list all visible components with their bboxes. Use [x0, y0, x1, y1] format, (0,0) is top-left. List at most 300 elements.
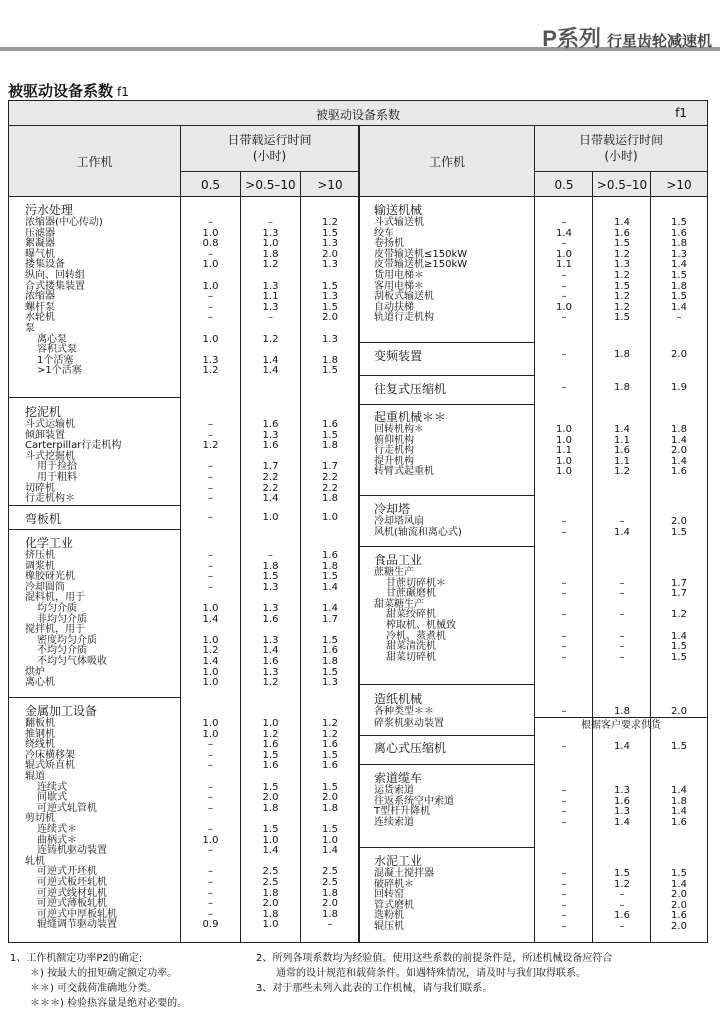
left-row-value: – — [208, 581, 213, 593]
right-row-value: 1.0 — [556, 466, 572, 478]
right-section-heading: 造纸机械 — [374, 692, 423, 706]
left-row-value: – — [208, 739, 213, 751]
rule — [9, 697, 180, 698]
left-col-h3: >10 — [317, 178, 343, 192]
right-row-label: 转臂式起重机 — [374, 466, 434, 478]
left-row-value: 0.9 — [202, 919, 219, 931]
right-row-value: 1.2 — [614, 248, 630, 260]
left-row-value: 1.6 — [322, 760, 338, 772]
right-row-value: 1.4 — [614, 424, 630, 435]
left-row-value: 1.5 — [322, 749, 338, 761]
right-row-value: 1.6 — [614, 795, 630, 807]
left-row-label: 剪切机 — [25, 813, 55, 825]
left-row-value: 1.5 — [322, 365, 338, 377]
right-section-heading: 冷却塔 — [374, 502, 411, 516]
page-title-symbol: f1 — [117, 85, 129, 99]
right-row-value: – — [619, 641, 625, 653]
notes-right — [256, 951, 612, 996]
left-row-label: 冷床横移架 — [25, 749, 75, 761]
left-row-value: 1.4 — [322, 581, 338, 593]
right-row-value: – — [561, 741, 567, 752]
left-row-label: 翻板机 — [25, 718, 55, 729]
right-row-value: – — [561, 785, 567, 796]
right-row-value: – — [619, 609, 625, 621]
left-row-label: 连铸机驱动装置 — [37, 845, 107, 857]
right-row-value: 1.4 — [614, 526, 630, 538]
left-row-label: 烘炉 — [25, 666, 45, 678]
rule — [534, 717, 707, 718]
right-row-value: 1.6 — [614, 445, 630, 457]
left-row-value: 1.6 — [262, 419, 279, 430]
left-row-value: 1.3 — [262, 429, 279, 441]
left-row-label: 辊缝调节驱动装置 — [37, 919, 117, 931]
left-row-value: – — [208, 571, 213, 583]
right-row-value: 1.5 — [671, 291, 687, 303]
rule — [360, 342, 534, 343]
right-row-value: 1.3 — [614, 259, 630, 271]
right-row-value: 2.0 — [671, 349, 687, 360]
left-row-label: 曝气机 — [25, 248, 55, 260]
right-row-value: – — [561, 795, 567, 807]
left-row-value: – — [208, 217, 213, 228]
right-section-heading: 索道缆车 — [374, 771, 423, 785]
right-row-value: 1.3 — [614, 806, 630, 818]
right-section-heading: 食品工业 — [374, 553, 423, 567]
rule — [9, 397, 180, 398]
left-row-value: 1.2 — [322, 728, 338, 740]
left-row-value: – — [208, 760, 213, 772]
left-row-label: 切碎机 — [25, 482, 55, 494]
left-row-value: 2.5 — [322, 877, 338, 888]
left-row-value: 1.5 — [262, 749, 279, 761]
rule — [360, 735, 534, 736]
right-row-label: 回转机构＊ — [374, 424, 424, 435]
right-row-value: 1.8 — [671, 424, 687, 435]
note-2b: 通常的设计规范和载荷条件。如遇特殊情况，请及时与我们取得联系。 — [276, 968, 586, 979]
left-row-value: 1.6 — [322, 645, 338, 657]
right-row-label: 碎浆机驱动装置 — [374, 717, 444, 729]
right-row-value: 1.5 — [614, 868, 630, 879]
right-row-value: 1.4 — [671, 259, 687, 271]
left-row-label: 纵向、回转组 — [25, 270, 85, 281]
right-row-value: – — [561, 889, 567, 901]
right-row-value: 1.2 — [614, 270, 630, 281]
right-row-value: – — [561, 280, 567, 292]
left-row-value: 1.3 — [322, 677, 338, 689]
rule — [360, 546, 534, 547]
left-row-value: 1.8 — [322, 354, 338, 366]
right-row-value: – — [561, 609, 567, 621]
right-row-value: – — [561, 588, 567, 600]
right-row-label: 蔗糖生产 — [374, 567, 414, 578]
left-row-value: 1.3 — [262, 634, 279, 646]
left-row-label: 絮凝器 — [25, 238, 55, 250]
right-col-h1: 0.5 — [554, 178, 574, 192]
left-row-value: – — [208, 792, 213, 804]
left-row-value: 1.0 — [202, 728, 219, 740]
left-row-value: 1.2 — [262, 728, 279, 740]
left-row-label: 均匀介质 — [37, 603, 77, 614]
right-row-value: 1.7 — [671, 577, 687, 589]
left-row-value: 1.0 — [262, 512, 279, 523]
right-row-value: 1.1 — [556, 445, 572, 457]
right-row-value: 1.6 — [671, 816, 687, 828]
left-row-label: 不均匀气体吸收 — [37, 656, 107, 667]
left-row-value: 2.0 — [322, 898, 338, 910]
right-row-label: 提升机构 — [374, 455, 414, 467]
right-row-value: 1.1 — [556, 259, 572, 271]
left-row-value: 2.0 — [262, 792, 279, 804]
left-row-value: 1.4 — [322, 845, 338, 857]
left-row-label: 离心泵 — [37, 333, 67, 345]
left-row-value: 1.2 — [262, 677, 279, 689]
left-row-value: 1.0 — [262, 238, 279, 250]
left-row-value: 1.8 — [322, 560, 338, 572]
right-row-value: 1.5 — [671, 741, 687, 752]
left-row-value: – — [208, 887, 213, 899]
left-row-label: 行走机构＊ — [25, 493, 75, 505]
right-row-label: 卷扬机 — [374, 238, 404, 250]
right-section-heading: 变频装置 — [374, 349, 423, 363]
left-row-value: 1.6 — [262, 760, 279, 772]
left-row-label: 可逆式板坯轧机 — [37, 877, 107, 888]
right-row-value: 1.2 — [671, 609, 687, 621]
left-row-value: 1.4 — [262, 845, 279, 857]
left-row-label: 密度均匀介质 — [37, 634, 97, 646]
left-row-value: – — [208, 749, 213, 761]
right-row-label: 破碎机＊ — [374, 878, 414, 890]
left-row-value: 1.0 — [202, 634, 219, 646]
left-row-value: 2.5 — [262, 877, 279, 888]
right-row-value: 1.2 — [614, 878, 630, 890]
right-section-heading: 起重机械＊＊ — [374, 410, 447, 424]
left-row-value: 1.0 — [262, 718, 279, 729]
left-row-value: – — [208, 419, 213, 430]
left-row-value: – — [208, 301, 213, 313]
left-row-value: 1.2 — [262, 259, 279, 271]
right-section-heading: 往复式压缩机 — [374, 382, 447, 396]
left-row-label: 间歇式 — [37, 792, 67, 804]
left-row-value: 1.5 — [322, 634, 338, 646]
left-row-value: – — [208, 312, 213, 324]
table-title: 被驱动设备系数 — [315, 108, 400, 122]
left-col-daily-unit: (小时) — [252, 149, 287, 163]
left-row-label: 可逆式开坯机 — [37, 866, 97, 878]
left-row-value: 2.2 — [322, 482, 338, 494]
left-row-value: 1.0 — [202, 834, 219, 846]
left-row-value: 1.2 — [262, 333, 279, 345]
right-row-value: 1.7 — [671, 588, 687, 600]
left-row-label: 螺杆泵 — [25, 301, 55, 313]
right-row-value: – — [561, 630, 567, 642]
right-row-value: – — [561, 382, 567, 393]
left-row-value: 1.5 — [262, 571, 279, 583]
right-row-value: – — [561, 921, 567, 932]
right-row-value: 1.9 — [671, 382, 687, 393]
left-row-label: 可逆式中厚板轧机 — [37, 908, 117, 920]
right-row-value: 1.5 — [614, 238, 630, 250]
left-row-value: – — [268, 550, 273, 561]
left-row-value: – — [208, 802, 213, 814]
right-row-value: – — [561, 577, 567, 589]
left-row-value: 1.5 — [262, 824, 279, 835]
left-row-value: – — [268, 312, 273, 324]
right-row-label: 自动扶梯 — [374, 301, 414, 313]
right-row-value: – — [676, 312, 682, 324]
right-row-value: – — [561, 217, 567, 228]
left-row-value: 1.4 — [202, 613, 219, 625]
left-row-value: 1.0 — [202, 718, 219, 729]
right-row-label: 风机(轴流和离心式) — [374, 526, 462, 538]
right-row-value: 1.4 — [671, 455, 687, 467]
left-row-value: – — [208, 877, 213, 888]
right-row-label: 回转窑 — [374, 889, 404, 901]
right-row-value: – — [561, 526, 567, 538]
left-row-value: – — [208, 291, 213, 303]
left-row-value: 2.2 — [322, 472, 338, 483]
left-row-label: 合式搂集装置 — [25, 280, 85, 292]
right-row-label: 轨道行走机构 — [374, 312, 434, 324]
right-row-value: 1.4 — [671, 878, 687, 890]
right-row-value: 1.8 — [614, 382, 630, 393]
right-row-label: 冷却塔风扇 — [374, 516, 424, 527]
right-row-label: 刮板式输送机 — [374, 291, 434, 303]
right-row-value: 1.0 — [556, 434, 572, 446]
right-row-value: 1.8 — [671, 238, 687, 250]
left-row-value: 1.6 — [322, 419, 338, 430]
left-row-value: 1.3 — [262, 581, 279, 593]
left-row-value: – — [208, 512, 213, 523]
left-row-value: 2.0 — [322, 248, 338, 260]
left-row-value: 1.8 — [322, 440, 338, 452]
left-row-value: 1.4 — [202, 656, 219, 667]
left-row-value: 1.3 — [322, 238, 338, 250]
series-name: P系列 — [542, 26, 601, 51]
right-row-value: 1.0 — [556, 455, 572, 467]
right-row-label: 运货索道 — [374, 785, 414, 796]
left-row-value: 1.2 — [322, 718, 338, 729]
table-title-bar — [9, 101, 707, 126]
left-row-label: 非均匀介质 — [37, 613, 87, 625]
left-row-label: >1个活塞 — [37, 365, 82, 377]
right-row-value: – — [561, 238, 567, 250]
left-row-label: 搅拌机，用于 — [25, 624, 85, 636]
right-row-label: 货用电梯＊ — [374, 270, 424, 281]
rule — [360, 847, 534, 848]
left-row-value: 1.8 — [262, 887, 279, 899]
left-row-value: 1.7 — [262, 461, 279, 473]
left-row-value: 1.2 — [202, 645, 219, 657]
right-row-value: 1.4 — [671, 434, 687, 446]
right-row-value: – — [619, 899, 625, 911]
right-row-value: – — [619, 630, 625, 642]
left-row-label: 搂集设备 — [25, 259, 65, 271]
left-row-value: 1.6 — [262, 440, 279, 452]
left-row-label: 可逆式轧管机 — [37, 802, 97, 814]
right-row-value: 1.8 — [614, 349, 630, 360]
right-row-label: 甜菜切碎机 — [386, 651, 436, 663]
left-row-value: – — [208, 560, 213, 572]
right-row-value: 1.4 — [671, 785, 687, 796]
rule — [9, 529, 180, 530]
left-row-value: 2.5 — [322, 866, 338, 878]
left-row-label: 斗式挖掘机 — [25, 450, 75, 462]
left-row-value: 2.2 — [262, 472, 279, 483]
right-row-value: 1.4 — [671, 301, 687, 313]
left-row-label: 用于捡拾 — [37, 461, 77, 473]
left-row-value: 2.0 — [322, 312, 338, 324]
left-row-value: 1.3 — [262, 301, 279, 313]
left-row-label: Carterpillar行走机构 — [25, 440, 122, 452]
right-row-label: 甜菜清洗机 — [386, 641, 436, 653]
left-row-value: – — [208, 845, 213, 857]
left-row-label: 泵 — [25, 323, 35, 334]
right-row-value: – — [561, 291, 567, 303]
right-row-value: 1.8 — [671, 280, 687, 292]
right-row-label: 皮带输送机≤150kW — [374, 248, 468, 260]
right-row-label: 榨取机、机械致 — [386, 620, 456, 631]
left-row-value: 1.0 — [202, 227, 219, 239]
right-row-value: – — [619, 889, 625, 901]
left-row-value: 2.0 — [322, 792, 338, 804]
right-row-value: 1.5 — [671, 217, 687, 228]
right-row-value: – — [619, 577, 625, 589]
left-row-value: 1.5 — [322, 781, 338, 793]
page-title — [8, 80, 129, 101]
right-row-value: – — [619, 516, 625, 527]
right-section-heading: 输送机械 — [374, 203, 423, 217]
left-row-value: – — [208, 550, 213, 561]
right-row-label: 俯仰机构 — [374, 434, 414, 446]
right-row-value: – — [561, 651, 567, 663]
right-row-label: 选粉机 — [374, 910, 404, 922]
right-row-label: 辊压机 — [374, 921, 404, 932]
note-1: 1、工作机额定功率P2的确定: — [10, 953, 143, 964]
right-row-value: 1.4 — [556, 227, 572, 239]
right-row-label: 连续索道 — [374, 816, 414, 828]
left-section-heading: 金属加工设备 — [25, 704, 98, 718]
left-section-heading: 化学工业 — [25, 536, 74, 550]
right-row-label: 绞车 — [374, 227, 394, 239]
left-row-value: – — [327, 919, 333, 931]
right-row-value: 1.6 — [614, 227, 630, 239]
right-row-label: 甘蔗切碎机＊ — [386, 577, 446, 589]
left-row-value: 1.0 — [202, 666, 219, 678]
page-title-text: 被驱动设备系数 — [8, 82, 114, 100]
left-row-value: 1.8 — [262, 248, 279, 260]
left-row-value: – — [208, 781, 213, 793]
note-1a: ＊) 按最大的扭矩确定额定功率。 — [30, 968, 178, 979]
left-row-label: 挤压机 — [25, 550, 55, 561]
left-row-value: – — [208, 898, 213, 910]
left-row-value: 1.0 — [202, 677, 219, 689]
right-row-label: 斗式输送机 — [374, 217, 424, 228]
right-section-heading: 水泥工业 — [374, 854, 423, 868]
right-row-value: – — [561, 312, 567, 324]
left-row-label: 容积式泵 — [37, 344, 77, 356]
right-col-daily-unit: (小时) — [604, 149, 638, 163]
left-row-label: 倾卸装置 — [25, 429, 65, 441]
left-col-h1: 0.5 — [200, 178, 221, 192]
left-row-label: 冷却圆筒 — [25, 581, 65, 593]
right-row-value: 2.0 — [671, 921, 687, 932]
left-row-value: – — [208, 866, 213, 878]
right-row-label: 冷机、蒸煮机 — [386, 630, 446, 642]
left-row-value: 1.8 — [322, 908, 338, 920]
right-row-value: – — [561, 910, 567, 922]
left-row-value: 1.4 — [262, 493, 279, 505]
right-row-label: 皮带输送机≥150kW — [374, 259, 468, 271]
right-row-value: – — [561, 270, 567, 281]
right-row-value: 1.5 — [614, 312, 630, 324]
right-row-value: – — [619, 651, 625, 663]
left-row-value: – — [208, 248, 213, 260]
right-row-note: 根据客户要求供货 — [581, 719, 661, 731]
right-row-value: 1.6 — [671, 227, 687, 239]
left-row-value: 1.2 — [322, 217, 338, 228]
right-col-h2: >0.5–10 — [596, 178, 648, 192]
left-row-label: 不均匀介质 — [37, 645, 87, 657]
left-section-heading: 挖泥机 — [25, 405, 62, 419]
left-row-value: 1.6 — [262, 656, 279, 667]
rule — [534, 171, 707, 172]
left-row-value: 1.5 — [322, 824, 338, 835]
rule — [360, 495, 534, 496]
rule — [360, 764, 534, 765]
coefficient-table — [8, 100, 708, 943]
note-1b: ＊＊) 可交载荷准确地分类。 — [30, 983, 158, 994]
left-row-value: 1.3 — [322, 291, 338, 303]
left-row-value: 1.3 — [202, 354, 219, 366]
left-row-value: 1.6 — [262, 613, 279, 625]
right-row-value: – — [561, 878, 567, 890]
left-row-value: 1.8 — [322, 802, 338, 814]
right-row-value: 1.4 — [614, 741, 630, 752]
rule — [9, 505, 180, 506]
left-row-label: 可逆式薄板轧机 — [37, 898, 107, 910]
left-row-value: 2.0 — [262, 898, 279, 910]
rule — [360, 404, 534, 405]
left-row-label: 斗式运输机 — [25, 419, 75, 430]
right-row-value: 2.0 — [671, 899, 687, 911]
right-row-value: 2.0 — [671, 445, 687, 457]
right-row-value: 1.4 — [614, 217, 630, 228]
left-row-value: 1.5 — [322, 571, 338, 583]
left-row-value: 1.4 — [262, 365, 279, 377]
right-row-value: – — [561, 899, 567, 911]
right-row-value: 1.0 — [556, 424, 572, 435]
left-row-value: 1.3 — [322, 333, 338, 345]
left-row-value: 1.1 — [262, 291, 279, 303]
left-row-label: 辊道 — [25, 771, 45, 782]
left-row-value: 1.0 — [202, 259, 219, 271]
right-row-value: 1.5 — [671, 526, 687, 538]
left-row-label: 连续式 — [37, 781, 67, 793]
left-row-value: 1.3 — [262, 280, 279, 292]
right-row-label: 甜菜糖生产 — [374, 598, 424, 610]
left-row-value: 1.4 — [262, 645, 279, 657]
left-row-value: 1.0 — [202, 603, 219, 614]
left-row-label: 水轮机 — [25, 312, 55, 324]
left-row-value: 1.0 — [322, 512, 338, 523]
left-row-value: 1.8 — [262, 560, 279, 572]
left-row-value: – — [208, 472, 213, 483]
left-section-heading: 污水处理 — [25, 203, 74, 217]
right-row-label: 客用电梯＊ — [374, 280, 424, 292]
left-row-value: 1.8 — [322, 493, 338, 505]
left-row-value: 1.0 — [202, 333, 219, 345]
left-row-label: 1个活塞 — [37, 354, 74, 366]
